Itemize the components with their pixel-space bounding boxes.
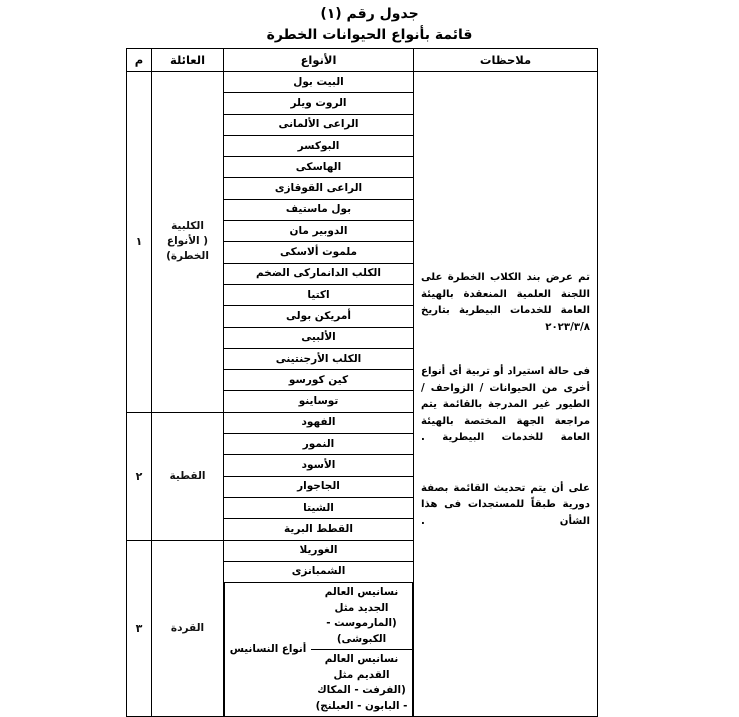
species-cell: الشمبانزى [224, 561, 414, 582]
species-cell: الراعى القوقازى [224, 178, 414, 199]
table-body [127, 72, 598, 717]
dangerous-animals-table [126, 48, 598, 717]
note-spacer [421, 336, 590, 364]
species-cell: الجاجوار [224, 476, 414, 497]
header-family: العائلة [152, 49, 224, 72]
row-number-cell: ٢ [127, 412, 152, 540]
species-cell: الغوريلا [224, 540, 414, 561]
header-species: الأنواع [224, 49, 414, 72]
table-number-title: جدول رقم (١) [320, 6, 419, 22]
old-world-monkeys-cell: نسانيس العالم القديم مثل (الفرفت - المكاك - البابون - العبلنج) [311, 650, 413, 717]
species-cell: ملموت ألاسكى [224, 242, 414, 263]
new-world-monkeys-cell: نسانيس العالم الجديد مثل (المارموست - الكبوشى) [311, 583, 413, 650]
species-cell: أمريكن بولى [224, 306, 414, 327]
species-cell: الكلب الدانماركى الضخم [224, 263, 414, 284]
header-notes: ملاحظات [414, 49, 598, 72]
note-paragraph: فى حالة استيراد أو تربية أى أنواع أخرى من الحيوانات / الزواحف / الطيور غير المدرجة بالقائمة يتم مراجعة الجهة المختصة بالهيئة العامة للخدمات البيطرية . [421, 366, 590, 444]
note-paragraph: تم عرض بند الكلاب الخطرة على اللجنة العلمية المنعقدة بالهيئة العامة للخدمات البيطرية بتاريخ ٢٠٢٣/٣/٨ [421, 272, 590, 333]
family-label-line: الخطرة) [166, 250, 209, 263]
species-cell: اكتيا [224, 284, 414, 305]
family-label-line: ( الأنواع [166, 235, 209, 248]
family-label-line: الكلبية [171, 220, 204, 233]
table-row [127, 72, 598, 93]
document-titles [0, 0, 739, 46]
family-cell: القطية [152, 412, 224, 540]
species-cell: القطط البرية [224, 519, 414, 540]
monkey-types-label: أنواع النسانيس [225, 583, 312, 716]
species-cell: الفهود [224, 412, 414, 433]
species-cell: البيت بول [224, 72, 414, 93]
species-cell: الشيتا [224, 497, 414, 518]
species-cell: الدوبير مان [224, 221, 414, 242]
species-cell: الهاسكى [224, 157, 414, 178]
species-cell: كين كورسو [224, 370, 414, 391]
species-cell: الكلب الأرجنتينى [224, 348, 414, 369]
species-cell: الروت ويلر [224, 93, 414, 114]
row-number-cell: ١ [127, 72, 152, 413]
note-spacer [421, 447, 590, 481]
table-header [127, 49, 598, 72]
row-number-cell: ٣ [127, 540, 152, 717]
species-cell: البوكسر [224, 135, 414, 156]
species-cell: الأسود [224, 455, 414, 476]
notes-cell [414, 72, 598, 717]
subtable-row [225, 583, 413, 650]
family-cell: القردة [152, 540, 224, 717]
table-header-row [127, 49, 598, 72]
species-cell: بول ماستيف [224, 199, 414, 220]
family-cell [152, 72, 224, 413]
species-subtable-cell [224, 583, 414, 717]
species-cell: توساينو [224, 391, 414, 412]
species-cell: النمور [224, 434, 414, 455]
species-cell: الراعى الألمانى [224, 114, 414, 135]
monkey-types-subtable [224, 583, 413, 716]
notes-container [414, 252, 597, 536]
table-subject-title: قائمة بأنواع الحيوانات الخطرة [266, 27, 473, 43]
dangerous-animals-table-wrapper [127, 48, 598, 717]
header-number: م [127, 49, 152, 72]
species-cell: الألبيى [224, 327, 414, 348]
note-paragraph: على أن يتم تحديث القائمة بصفة دورية طبقاً للمستجدات فى هذا الشأن . [421, 482, 590, 527]
